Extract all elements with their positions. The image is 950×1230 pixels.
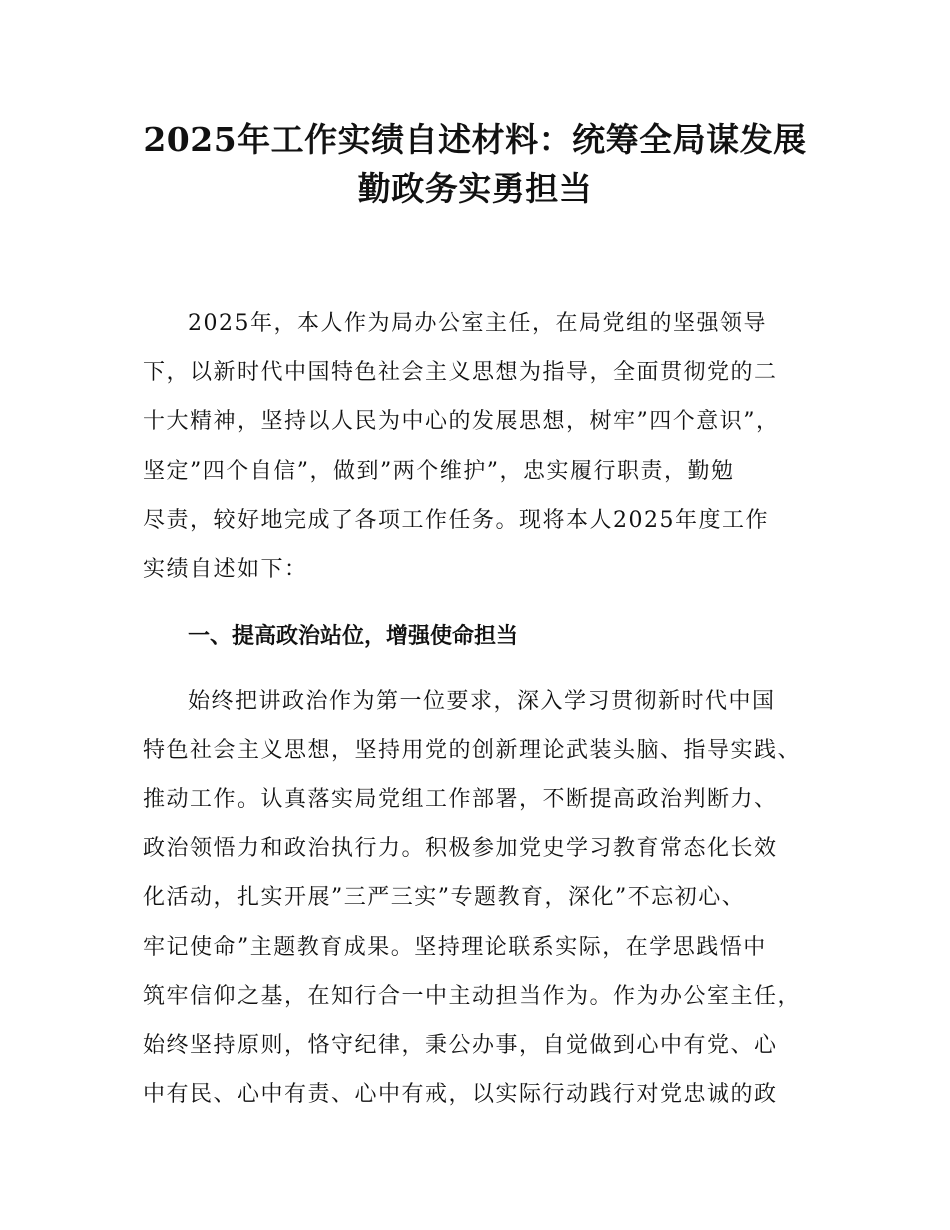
section-paragraph-line: 始终坚持原则，恪守纪律，秉公办事，自觉做到心中有党、心 [143, 1033, 778, 1058]
intro-paragraph-line: 2025年，本人作为局办公室主任，在局党组的坚强领导 [188, 311, 767, 336]
section-paragraph-line: 始终把讲政治作为第一位要求，深入学习贯彻新时代中国 [188, 689, 776, 714]
section-paragraph-line: 牢记使命”主题教育成果。坚持理论联系实际，在学思践悟中 [143, 935, 767, 960]
document-title-line-1: 2025年工作实绩自述材料：统筹全局谋发展 [143, 120, 807, 159]
section-paragraph-line: 化活动，扎实开展”三严三实”专题教育，深化”不忘初心、 [143, 885, 746, 910]
section-paragraph-line: 筑牢信仰之基，在知行合一中主动担当作为。作为办公室主任， [143, 984, 802, 1009]
section-paragraph-line: 政治领悟力和政治执行力。积极参加党史学习教育常态化长效 [143, 836, 778, 861]
intro-paragraph-line: 下，以新时代中国特色社会主义思想为指导，全面贯彻党的二 [143, 360, 778, 385]
intro-paragraph-line: 尽责，较好地完成了各项工作任务。现将本人2025年度工作 [143, 508, 769, 533]
intro-paragraph-line: 十大精神，坚持以人民为中心的发展思想，树牢”四个意识”， [143, 409, 780, 434]
document-title-line-2: 勤政务实勇担当 [357, 169, 593, 208]
intro-paragraph-line: 实绩自述如下： [143, 557, 308, 582]
section-heading: 一、提高政治站位，增强使命担当 [188, 624, 519, 649]
section-paragraph-line: 推动工作。认真落实局党组工作部署，不断提高政治判断力、 [143, 787, 778, 812]
section-paragraph-line: 特色社会主义思想，坚持用党的创新理论武装头脑、指导实践、 [143, 738, 802, 763]
intro-paragraph-line: 坚定”四个自信”，做到”两个维护”，忠实履行职责，勤勉 [143, 459, 735, 484]
section-paragraph-line: 中有民、心中有责、心中有戒，以实际行动践行对党忠诚的政 [143, 1082, 778, 1107]
